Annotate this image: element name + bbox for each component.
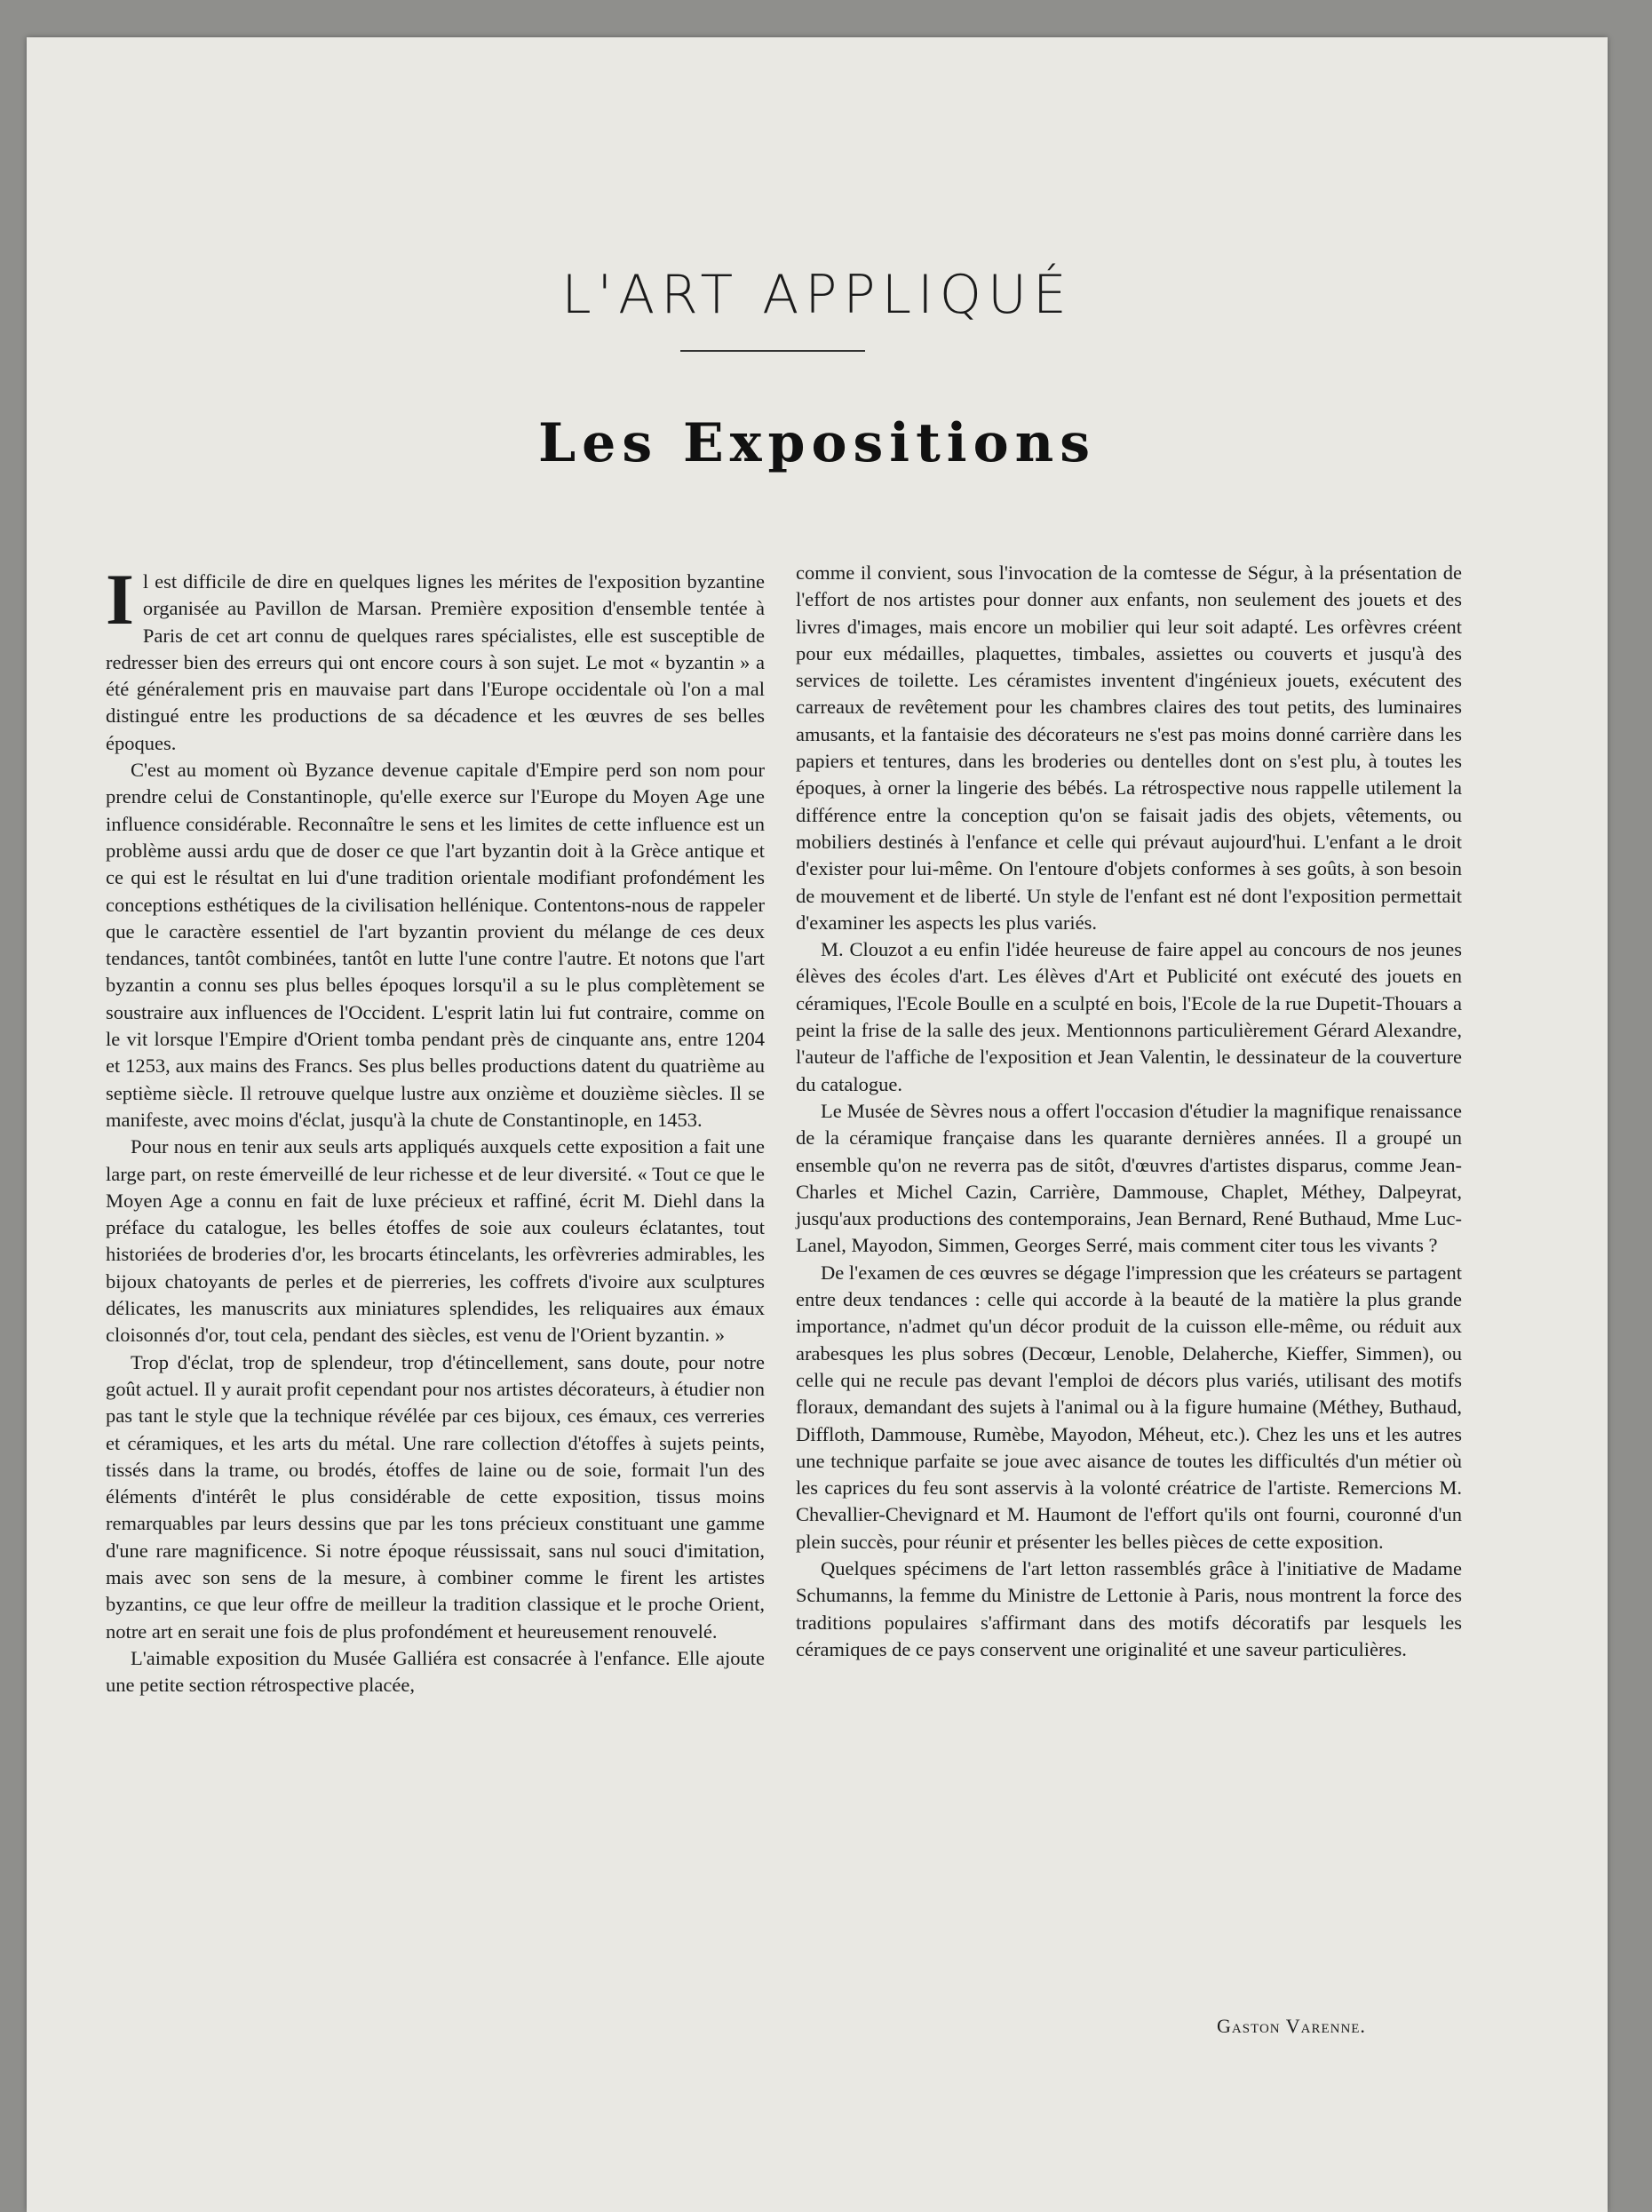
title-divider (680, 350, 865, 352)
paragraph: comme il convient, sous l'invocation de la comtesse de Ségur, à la présentation de l'effort de nos artistes pour donner aux enfants, non seulement des jouets et des livres d'images, mais encore un mobilier qui leur soit adapté. Les orfèvres créent pour eux médailles, plaquettes, timbales, assiettes ou couverts et jusqu'à des services de toilette. Les céramistes inventent d'ingénieux jouets, exécutent des carreaux de revêtement pour les chambres claires des tout petits, des luminaires amusants, et la fantaisie des décorateurs ne s'est pas moins donné carrière dans les papiers et tentures, dans les broderies ou dentelles dont on s'est plu, à toutes les époques, à orner la lingerie des bébés. La rétrospective nous rappelle utilement la différence entre la conception qu'on se faisait jadis des objets, vêtements, ou mobiliers destinés à l'enfance et celle qui prévaut aujourd'hui. L'enfant a le droit d'exister pour lui-même. On l'entoure d'objets conformes à ses goûts, à son besoin de mouvement et de liberté. Un style de l'enfant est né dont l'exposition permettait d'examiner les aspects les plus variés. (796, 561, 1462, 934)
paragraph: L'aimable exposition du Musée Galliéra est consacrée à l'enfance. Elle ajoute une petite section rétrospective placée, (106, 1646, 765, 1697)
paragraph: C'est au moment où Byzance devenue capitale d'Empire perd son nom pour prendre celui de Constantinople, qu'elle exerce sur l'Europe du Moyen Age une influence considérable. Reconnaître le sens et les limites de cette influence est un problème aussi ardu que de doser ce que l'art byzantin doit à la Grèce antique et ce qui est le résultat en lui d'une tradition orientale modifiant profondément les conceptions esthétiques de la civilisation hellénique. Contentons-nous de rappeler que le caractère essentiel de l'art byzantin provient du mélange de ces deux tendances, tantôt combinées, tantôt en lutte l'une contre l'autre. Et notons que l'art byzantin a connu ses plus belles époques lorsqu'il a su le plus complètement se soustraire aux influences de l'Occident. L'esprit latin lui fut contraire, comme on le vit lorsque l'Empire d'Orient tomba pendant près de cinquante ans, entre 1204 et 1253, aux mains des Francs. Ses plus belles productions datent du quatrième au septième siècle. Il retrouve quelque lustre aux onzième et douzième siècles. Il se manifeste, avec moins d'éclat, jusqu'à la chute de Constantinople, en 1453. (106, 759, 765, 1131)
paragraph: Quelques spécimens de l'art letton rassemblés grâce à l'initiative de Madame Schumanns, la femme du Ministre de Lettonie à Paris, nous montrent la force des traditions populaires s'affirmant dans des motifs décoratifs par lesquels les céramiques de ce pays conservent une originalité et une saveur particulières. (796, 1556, 1462, 1660)
paragraph: Il est difficile de dire en quelques lignes les mérites de l'exposition byzantine organisée au Pavillon de Marsan. Première exposition d'ensemble tentée à Paris de cet art connu de quelques rares spécialistes, elle est susceptible de redresser bien des erreurs qui ont encore cours à son sujet. Le mot « byzantin » a été généralement pris en mauvaise part dans l'Europe occidentale où l'on a mal distingué entre les productions de sa décadence et les œuvres de ses belles époques. (106, 559, 765, 754)
article-title: Les Expositions (537, 412, 1096, 474)
drop-cap: I (106, 559, 134, 640)
author-signature: Gaston Varenne. (1217, 2015, 1366, 2037)
paragraph: Trop d'éclat, trop de splendeur, trop d'étincellement, sans doute, pour notre goût actuel. Il y aurait profit cependant pour nos artistes décorateurs, à étudier non pas tant le style que la technique révélée par ces bijoux, ces émaux, ces verreries et céramiques, et les arts du métal. Une rare collection d'étoffes à sujets peints, tissés dans la trame, ou brodés, étoffes de laine ou de soie, formait l'un des éléments d'intérêt le plus considérable de cette exposition, tissus moins remarquables par leurs dessins que par les tons précieux constituant une gamme d'une rare magnificence. Si notre époque réussissait, sans nul souci d'imitation, mais avec son sens de la mesure, à combiner comme le firent les artistes byzantins, ce que leur offre de meilleur la tradition classique et le proche Orient, notre art en serait une fois de plus profondément et heureusement renouvelé. (106, 1350, 765, 1643)
magazine-page (27, 37, 1608, 2212)
right-column (796, 560, 1462, 1663)
paragraph: Le Musée de Sèvres nous a offert l'occasion d'étudier la magnifique renaissance de la céramique française dans les quarante dernières années. Il a groupé un ensemble qu'on ne reverra pas de sitôt, d'œuvres d'artistes disparus, comme Jean-Charles et Michel Cazin, Carrière, Dammouse, Chaplet, Méthey, Dalpeyrat, jusqu'aux productions des contemporains, Jean Bernard, René Buthaud, Mme Luc-Lanel, Mayodon, Simmen, Georges Serré, mais comment citer tous les vivants ? (796, 1099, 1462, 1257)
paragraph: De l'examen de ces œuvres se dégage l'impression que les créateurs se partagent entre deux tendances : celle qui accorde à la beauté de la matière la plus grande importance, n'admet qu'un décor produit de la cuisson elle-même, ou réduit aux arabesques les plus sobres (Decœur, Lenoble, Delaherche, Kieffer, Simmen), ou celle qui ne recule pas devant l'emploi de décors plus variés, utilisant des motifs floraux, demandant des sujets à l'animal ou à la figure humaine (Méthey, Buthaud, Diffloth, Dammouse, Rumèbe, Mayodon, Méheut, etc.). Chez les uns et les autres une technique parfaite se joue avec aisance de toutes les difficultés d'un métier où les caprices du feu sont asservis à la volonté créatrice de l'artiste. Remercions M. Chevallier-Chevignard et M. Haumont de l'effort qu'ils ont fourni, couronné d'un plein succès, pour réunir et présenter les belles pièces de cette exposition. (796, 1261, 1462, 1553)
section-kicker: L'ART APPLIQUÉ (561, 264, 1073, 326)
paragraph: Pour nous en tenir aux seuls arts appliqués auxquels cette exposition a fait une large part, on reste émerveillé de leur richesse et de leur diversité. « Tout ce que le Moyen Age a connu en fait de luxe précieux et raffiné, écrit M. Diehl dans la préface du catalogue, les belles étoffes de soie aux couleurs éclatantes, tout historiées de broderies d'or, les brocarts étincelants, les orfèvreries admirables, les bijoux chatoyants de perles et de pierreries, les coffrets d'ivoire aux sculptures délicates, les manuscrits aux miniatures splendides, les reliquaires aux émaux cloisonnés d'or, tout cela, pendant des siècles, est venu de l'Orient byzantin. » (106, 1135, 765, 1347)
left-column (106, 559, 765, 1699)
paragraph: M. Clouzot a eu enfin l'idée heureuse de faire appel au concours de nos jeunes élèves des écoles d'art. Les élèves d'Art et Publicité ont exécuté des jouets en céramiques, l'Ecole Boulle en a sculpté en bois, l'Ecole de la rue Dupetit-Thouars a peint la frise de la salle des jeux. Mentionnons particulièrement Gérard Alexandre, l'auteur de l'affiche de l'exposition et Jean Valentin, le dessinateur de la couverture du catalogue. (796, 938, 1462, 1095)
